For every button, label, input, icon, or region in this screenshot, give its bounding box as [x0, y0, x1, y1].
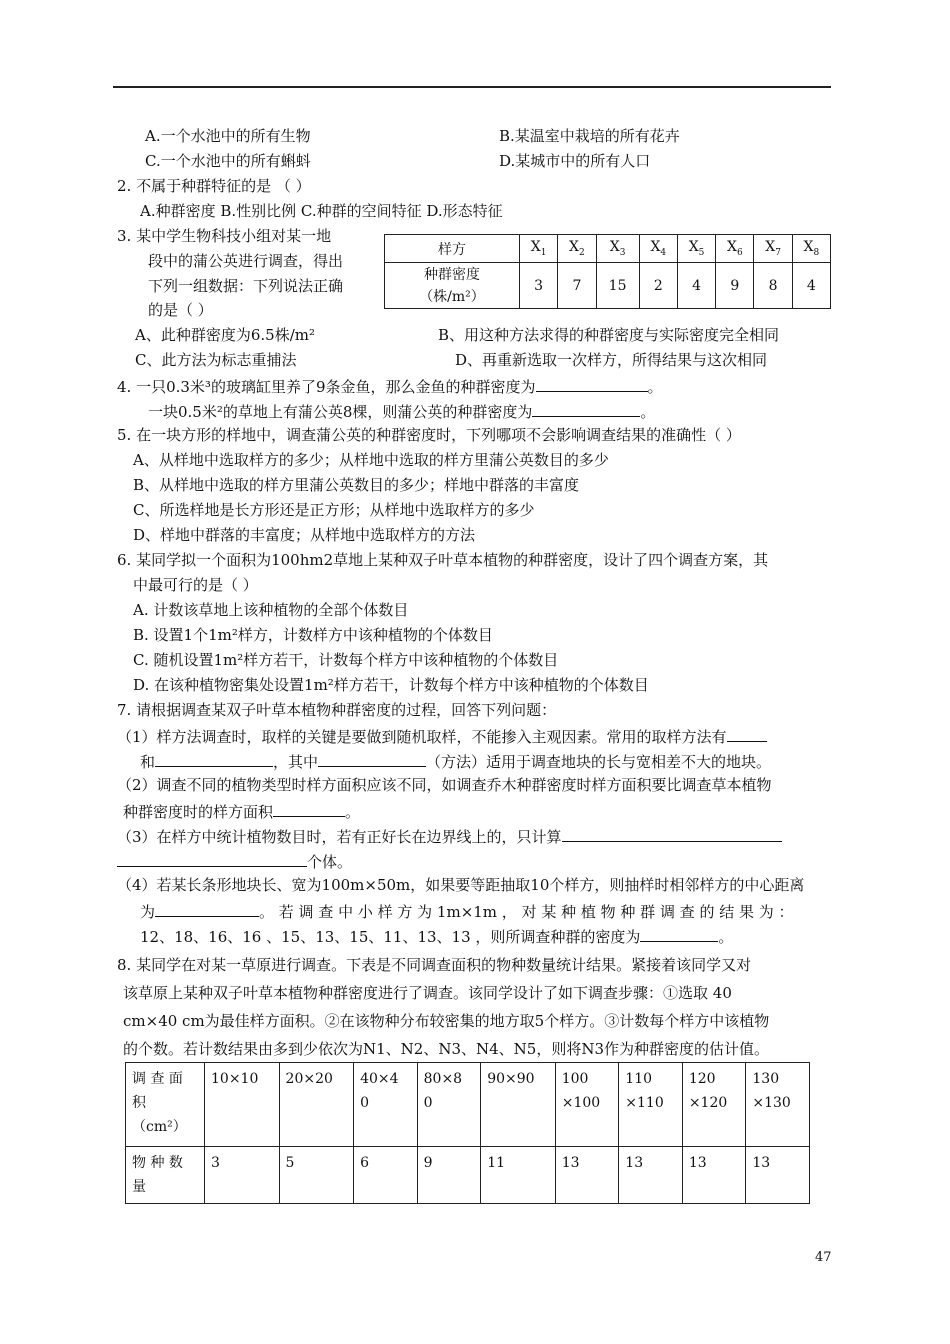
q7-blank-boundary-2[interactable] — [117, 850, 307, 867]
q3-stem-1: 3. 某中学生物科技小组对某一地 — [117, 227, 332, 245]
q2-options: A.种群密度 B.性别比例 C.种群的空间特征 D.形态特征 — [140, 202, 503, 220]
q7-part1-text: （1）样方法调查时，取样的关键是要做到随机取样，不能掺入主观因素。常用的取样方法有 — [117, 728, 727, 746]
q3-stem-3: 下列一组数据：下列说法正确 — [148, 277, 344, 295]
q3-col-x5: $X_5$ — [677, 235, 715, 263]
q7-blank-density[interactable] — [640, 925, 718, 942]
q8-area-text: 130 — [752, 1071, 780, 1087]
q8-line-1: 8. 某同学在对某一草原进行调查。下表是不同调查面积的物种数量统计结果。紧接着该同学又对 — [117, 956, 752, 974]
q8-area-text: ×130 — [752, 1095, 791, 1111]
q1-option-d: D.某城市中的所有人口 — [499, 152, 651, 170]
q4-answer-blank-1[interactable] — [536, 375, 648, 392]
q3-col-x8: $X_8$ — [792, 235, 830, 263]
q3-value: 9 — [716, 263, 754, 309]
q8-area-label-3: （cm²） — [132, 1119, 187, 1135]
q3-stem-4: 的是（ ） — [148, 301, 213, 319]
q6-option-b: B. 设置1个1m²样方，计数样方中该种植物的个体数目 — [133, 626, 493, 644]
q3-col-x7: $X_7$ — [754, 235, 792, 263]
q7-blank-distance[interactable] — [155, 900, 259, 917]
q5-option-c: C、所选样地是长方形还是正方形；从样地中选取样方的多少 — [133, 501, 535, 519]
q8-count-cell: 9 — [417, 1147, 481, 1204]
q6-stem-2: 中最可行的是（ ） — [133, 576, 258, 594]
q7-part2-line1: （2）调查不同的植物类型时样方面积应该不同，如调查乔木种群密度时样方面积要比调查草本植物 — [117, 776, 772, 794]
q6-option-d: D. 在该种植物密集处设置1m²样方若干，计数每个样方中该种植物的个体数目 — [133, 676, 649, 694]
q8-area-text: 0 — [423, 1095, 433, 1111]
q4-end-1: 。 — [647, 378, 663, 396]
q5-option-a: A、从样地中选取样方的多少；从样地中选取的样方里蒲公英数目的多少 — [133, 451, 609, 469]
q3-row-label — [385, 263, 520, 309]
q3-header-label: 样方 — [385, 235, 520, 263]
q7-part3-end: 个体。 — [307, 853, 353, 871]
q8-count-cell: 5 — [279, 1147, 354, 1204]
q4-line-2-text: 一块0.5米²的草地上有蒲公英8棵，则蒲公英的种群密度为 — [148, 403, 533, 421]
q8-count-cell: 3 — [205, 1147, 280, 1204]
q6-option-a: A. 计数该草地上该种植物的全部个体数目 — [133, 601, 409, 619]
q8-survey-table — [125, 1062, 810, 1204]
q8-area-cell — [682, 1063, 746, 1147]
q8-area-text: ×120 — [688, 1095, 728, 1111]
q3-row-label-2: （株/m²） — [419, 288, 485, 305]
q2-stem: 2. 不属于种群特征的是 （ ） — [117, 177, 311, 195]
q3-col-x3: $X_3$ — [596, 235, 639, 263]
q8-count-cell: 11 — [481, 1147, 556, 1204]
q3-col-x1: $X_1$ — [520, 235, 558, 263]
q1-option-a: A.一个水池中的所有生物 — [145, 127, 311, 145]
q3-col-x6: $X_6$ — [716, 235, 754, 263]
q7-part4-wei: 为 — [140, 903, 156, 921]
q1-option-c: C.一个水池中的所有蝌蚪 — [145, 152, 311, 170]
q8-area-text: 120 — [688, 1071, 716, 1087]
q8-area-cell — [417, 1063, 481, 1147]
q7-part3-line2 — [117, 850, 352, 872]
q3-data-table — [384, 234, 831, 309]
q8-count-cell: 13 — [619, 1147, 683, 1204]
q8-area-label-1: 调 查 面 — [132, 1071, 183, 1087]
q5-option-d: D、样地中群落的丰富度；从样地中选取样方的方法 — [133, 526, 476, 544]
q8-area-cell — [205, 1063, 280, 1147]
q7-part2-line2 — [123, 800, 360, 822]
q8-area-text: ×100 — [561, 1095, 601, 1111]
q7-part4-text: 。 若 调 查 中 小 样 方 为 1m×1m ， 对 某 种 植 物 种 群 调 查 的 结 果 为 ： — [259, 903, 794, 921]
q7-part1-line1 — [117, 725, 767, 747]
q7-part4-line1: （4）若某长条形地块长、宽为100m×50m，如果要等距抽取10个样方，则抽样时相邻样方的中心距离 — [117, 876, 805, 894]
q8-count-label-1: 物 种 数 — [132, 1155, 183, 1171]
q3-value: 2 — [639, 263, 677, 309]
q8-line-3: cm×40 cm为最佳样方面积。②在该物种分布较密集的地方取5个样方。③计数每个样方中该植物 — [123, 1012, 770, 1030]
q8-count-label-2: 量 — [132, 1179, 146, 1195]
q8-area-cell — [481, 1063, 556, 1147]
q3-value: 8 — [754, 263, 792, 309]
q7-part1-among: ，其中 — [273, 753, 319, 771]
q3-option-d: D、再重新选取一次样方，所得结果与这次相同 — [455, 351, 768, 369]
header-rule — [113, 86, 831, 88]
q7-part4-line2 — [140, 900, 794, 922]
q5-stem: 5. 在一块方形的样地中，调查蒲公英的种群密度时，下列哪项不会影响调查结果的准确性（ ） — [117, 426, 741, 444]
page-number: 47 — [815, 1250, 832, 1265]
q6-option-c: C. 随机设置1m²样方若干，计数每个样方中该种植物的个体数目 — [133, 651, 559, 669]
q8-area-text: 20×20 — [285, 1071, 333, 1087]
q7-part1-line2 — [140, 750, 771, 772]
q8-area-text: 40×4 — [360, 1071, 399, 1087]
q4-line-2 — [148, 400, 655, 422]
q3-value: 15 — [596, 263, 639, 309]
q8-area-cell — [619, 1063, 683, 1147]
q3-stem-2: 段中的蒲公英进行调查，得出 — [148, 252, 344, 270]
q3-row-label-1: 种群密度 — [424, 266, 480, 283]
q4-answer-blank-2[interactable] — [532, 400, 640, 417]
q7-part4-line3 — [140, 925, 733, 947]
q8-area-text: 90×90 — [487, 1071, 535, 1087]
q7-blank-method-3[interactable] — [318, 750, 426, 767]
q7-part2-end: 。 — [345, 803, 361, 821]
q3-option-c: C、此方法为标志重捕法 — [135, 351, 297, 369]
q4-line-1-text: 4. 一只0.3米³的玻璃缸里养了9条金鱼，那么金鱼的种群密度为 — [117, 378, 536, 396]
q7-part2-text: 种群密度时的样方面积 — [123, 803, 274, 821]
q3-option-b: B、用这种方法求得的种群密度与实际密度完全相同 — [438, 326, 780, 344]
q7-stem: 7. 请根据调查某双子叶草本植物种群密度的过程，回答下列问题： — [117, 701, 557, 719]
q8-area-text: 0 — [360, 1095, 370, 1111]
q8-area-cell — [555, 1063, 619, 1147]
q4-line-1 — [117, 375, 663, 397]
q8-area-label — [126, 1063, 205, 1147]
q6-stem-1: 6. 某同学拟一个面积为100hm2草地上某种双子叶草本植物的种群密度，设计了四个调查方案，其 — [117, 551, 769, 569]
q8-count-label — [126, 1147, 205, 1204]
q5-option-b: B、从样地中选取的样方里蒲公英数目的多少；样地中群落的丰富度 — [133, 476, 580, 494]
q7-part3-line1 — [117, 825, 782, 847]
q3-value: 4 — [792, 263, 830, 309]
q7-part1-tail: （方法）适用于调查地块的长与宽相差不大的地块。 — [426, 753, 772, 771]
q7-part4-data: 12、18、16、16 、15、13、15、11、13、13 ，则所调查种群的密度为 — [140, 928, 641, 946]
q8-area-cell — [354, 1063, 418, 1147]
q8-count-cell: 13 — [555, 1147, 619, 1204]
q8-line-2: 该草原上某种双子叶草本植物种群密度进行了调查。该同学设计了如下调查步骤：①选取 40 — [123, 984, 732, 1002]
q7-blank-area[interactable] — [273, 800, 345, 817]
q7-blank-method-2[interactable] — [155, 750, 273, 767]
q8-area-text: 80×8 — [423, 1071, 463, 1087]
q1-option-b: B.某温室中栽培的所有花卉 — [499, 127, 680, 145]
q7-part4-end: 。 — [718, 928, 734, 946]
q8-area-text: 100 — [561, 1071, 589, 1087]
q8-area-label-2: 积 — [132, 1095, 146, 1111]
q8-count-cell: 6 — [354, 1147, 418, 1204]
q3-col-x2: $X_2$ — [558, 235, 596, 263]
q7-part1-and: 和 — [140, 753, 156, 771]
q3-value: 4 — [677, 263, 715, 309]
q8-count-cell: 13 — [682, 1147, 746, 1204]
q3-value: 7 — [558, 263, 596, 309]
q7-blank-method-1[interactable] — [727, 725, 767, 742]
q7-blank-boundary-1[interactable] — [562, 825, 782, 842]
q7-part3-text: （3）在样方中统计植物数目时，若有正好长在边界线上的，只计算 — [117, 828, 562, 846]
q8-count-cell: 13 — [746, 1147, 810, 1204]
q8-line-4: 的个数。若计数结果由多到少依次为N1、N2、N3、N4、N5，则将N3作为种群密度的估计值。 — [123, 1040, 770, 1058]
q8-area-cell — [746, 1063, 810, 1147]
q8-area-text: 110 — [625, 1071, 653, 1087]
q3-option-a: A、此种群密度为6.5株/m² — [135, 326, 315, 344]
q8-area-text: ×110 — [625, 1095, 664, 1111]
q4-end-2: 。 — [640, 403, 656, 421]
q3-value: 3 — [520, 263, 558, 309]
q3-col-x4: $X_4$ — [639, 235, 677, 263]
q8-area-text: 10×10 — [211, 1071, 259, 1087]
q8-area-cell — [279, 1063, 354, 1147]
